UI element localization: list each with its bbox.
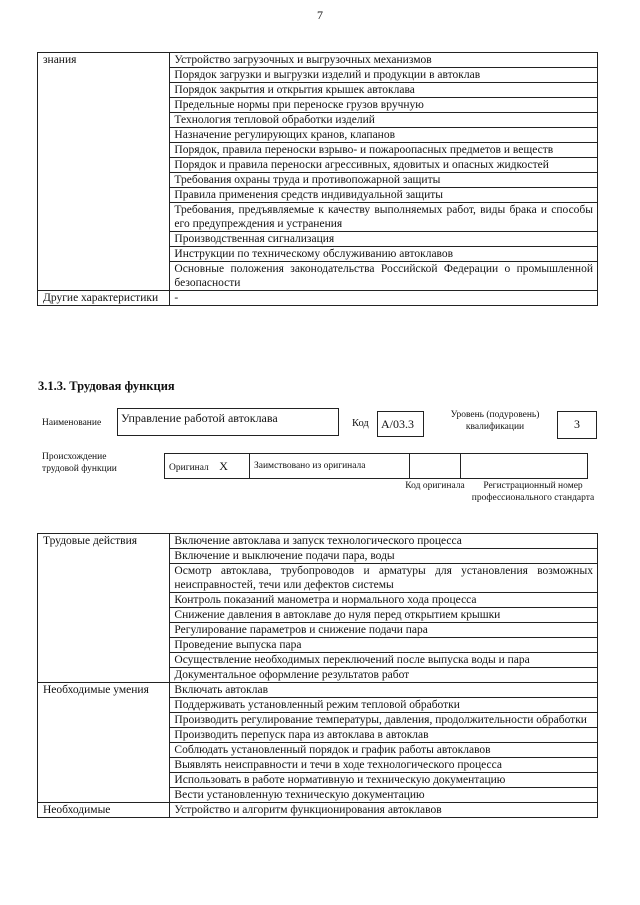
row-item: Снижение давления в автоклаве до нуля перед открытием крышки [170,608,598,623]
row-item: Назначение регулирующих кранов, клапанов [170,128,598,143]
table-row [38,683,598,698]
row-item: Устройство загрузочных и выгрузочных механизмов [170,53,598,68]
origin-table [164,453,588,479]
name-value: Управление работой автоклава [121,411,278,425]
row-item: Порядок загрузки и выгрузки изделий и продукции в автоклав [170,68,598,83]
table-row [38,291,598,306]
row-item: Порядок закрытия и открытия крышек автоклава [170,83,598,98]
row-item: Вести установленную техническую документацию [170,788,598,803]
row-item: Предельные нормы при переноске грузов вручную [170,98,598,113]
level-value: 3 [574,417,580,431]
row-item: Правила применения средств индивидуальной защиты [170,188,598,203]
row-item: Документальное оформление результатов работ [170,668,598,683]
row-item: Осуществление необходимых переключений после выпуска воды и пара [170,653,598,668]
registration-caption: Регистрационный номер профессионального стандарта [471,481,595,503]
row-item: Включать автоклав [170,683,598,698]
row-item: Требования, предъявляемые к качеству выполняемых работ, виды брака и способы его предупреждения и устранения [170,203,598,232]
row-item: Регулирование параметров и снижение подачи пара [170,623,598,638]
row-item: Включение и выключение подачи пара, воды [170,549,598,564]
row-item: Использовать в работе нормативную и техническую документацию [170,773,598,788]
original-code-cell [410,454,461,479]
code-caption: Код оригинала [405,481,465,491]
row-item: Порядок, правила переноски взрыво- и пожароопасных предметов и веществ [170,143,598,158]
table-row [38,53,598,68]
row-item: Производить регулирование температуры, давления, продолжительности обработки [170,713,598,728]
row-item: Инструкции по техническому обслуживанию автоклавов [170,247,598,262]
row-item: Производить перепуск пара из автоклава в автоклав [170,728,598,743]
row-label: Необходимые умения [38,683,170,803]
row-item: Проведение выпуска пара [170,638,598,653]
row-label: Необходимые [38,803,170,818]
row-item: Контроль показаний манометра и нормального хода процесса [170,593,598,608]
original-cell [165,454,250,479]
borrowed-cell [250,454,410,479]
name-label: Наименование [42,418,102,428]
row-item: Включение автоклава и запуск технологического процесса [170,534,598,549]
row-item: Основные положения законодательства Российской Федерации о промышленной безопасности [170,262,598,291]
knowledge-table [37,52,598,306]
row-item: Поддерживать установленный режим тепловой обработки [170,698,598,713]
function-table [37,533,598,818]
row-item: - [170,291,598,306]
table-row [38,534,598,549]
row-item: Технология тепловой обработки изделий [170,113,598,128]
row-item: Осмотр автоклава, трубопроводов и арматуры для установления возможных неисправностей, течи или дефектов системы [170,564,598,593]
code-label: Код [352,418,369,429]
original-label: Оригинал [169,462,209,473]
section-title: 3.1.3. Трудовая функция [38,379,175,393]
row-item: Соблюдать установленный порядок и график работы автоклавов [170,743,598,758]
original-mark: X [219,458,228,473]
row-item: Порядок и правила переноски агрессивных, ядовитых и опасных жидкостей [170,158,598,173]
page-number: 7 [317,8,323,22]
code-value: А/03.3 [381,417,414,431]
row-label: Другие характеристики [38,291,170,306]
borrowed-label: Заимствовано из оригинала [254,461,366,471]
row-label: знания [38,53,170,291]
row-item: Устройство и алгоритм функционирования автоклавов [170,803,598,818]
origin-label: Происхождение трудовой функции [42,452,117,474]
row-item: Выявлять неисправности и течи в ходе технологического процесса [170,758,598,773]
table-row [38,803,598,818]
level-label: Уровень (подуровень) квалификации [450,410,540,432]
registration-number-cell [461,454,588,479]
row-item: Требования охраны труда и противопожарной защиты [170,173,598,188]
row-label: Трудовые действия [38,534,170,683]
row-item: Производственная сигнализация [170,232,598,247]
